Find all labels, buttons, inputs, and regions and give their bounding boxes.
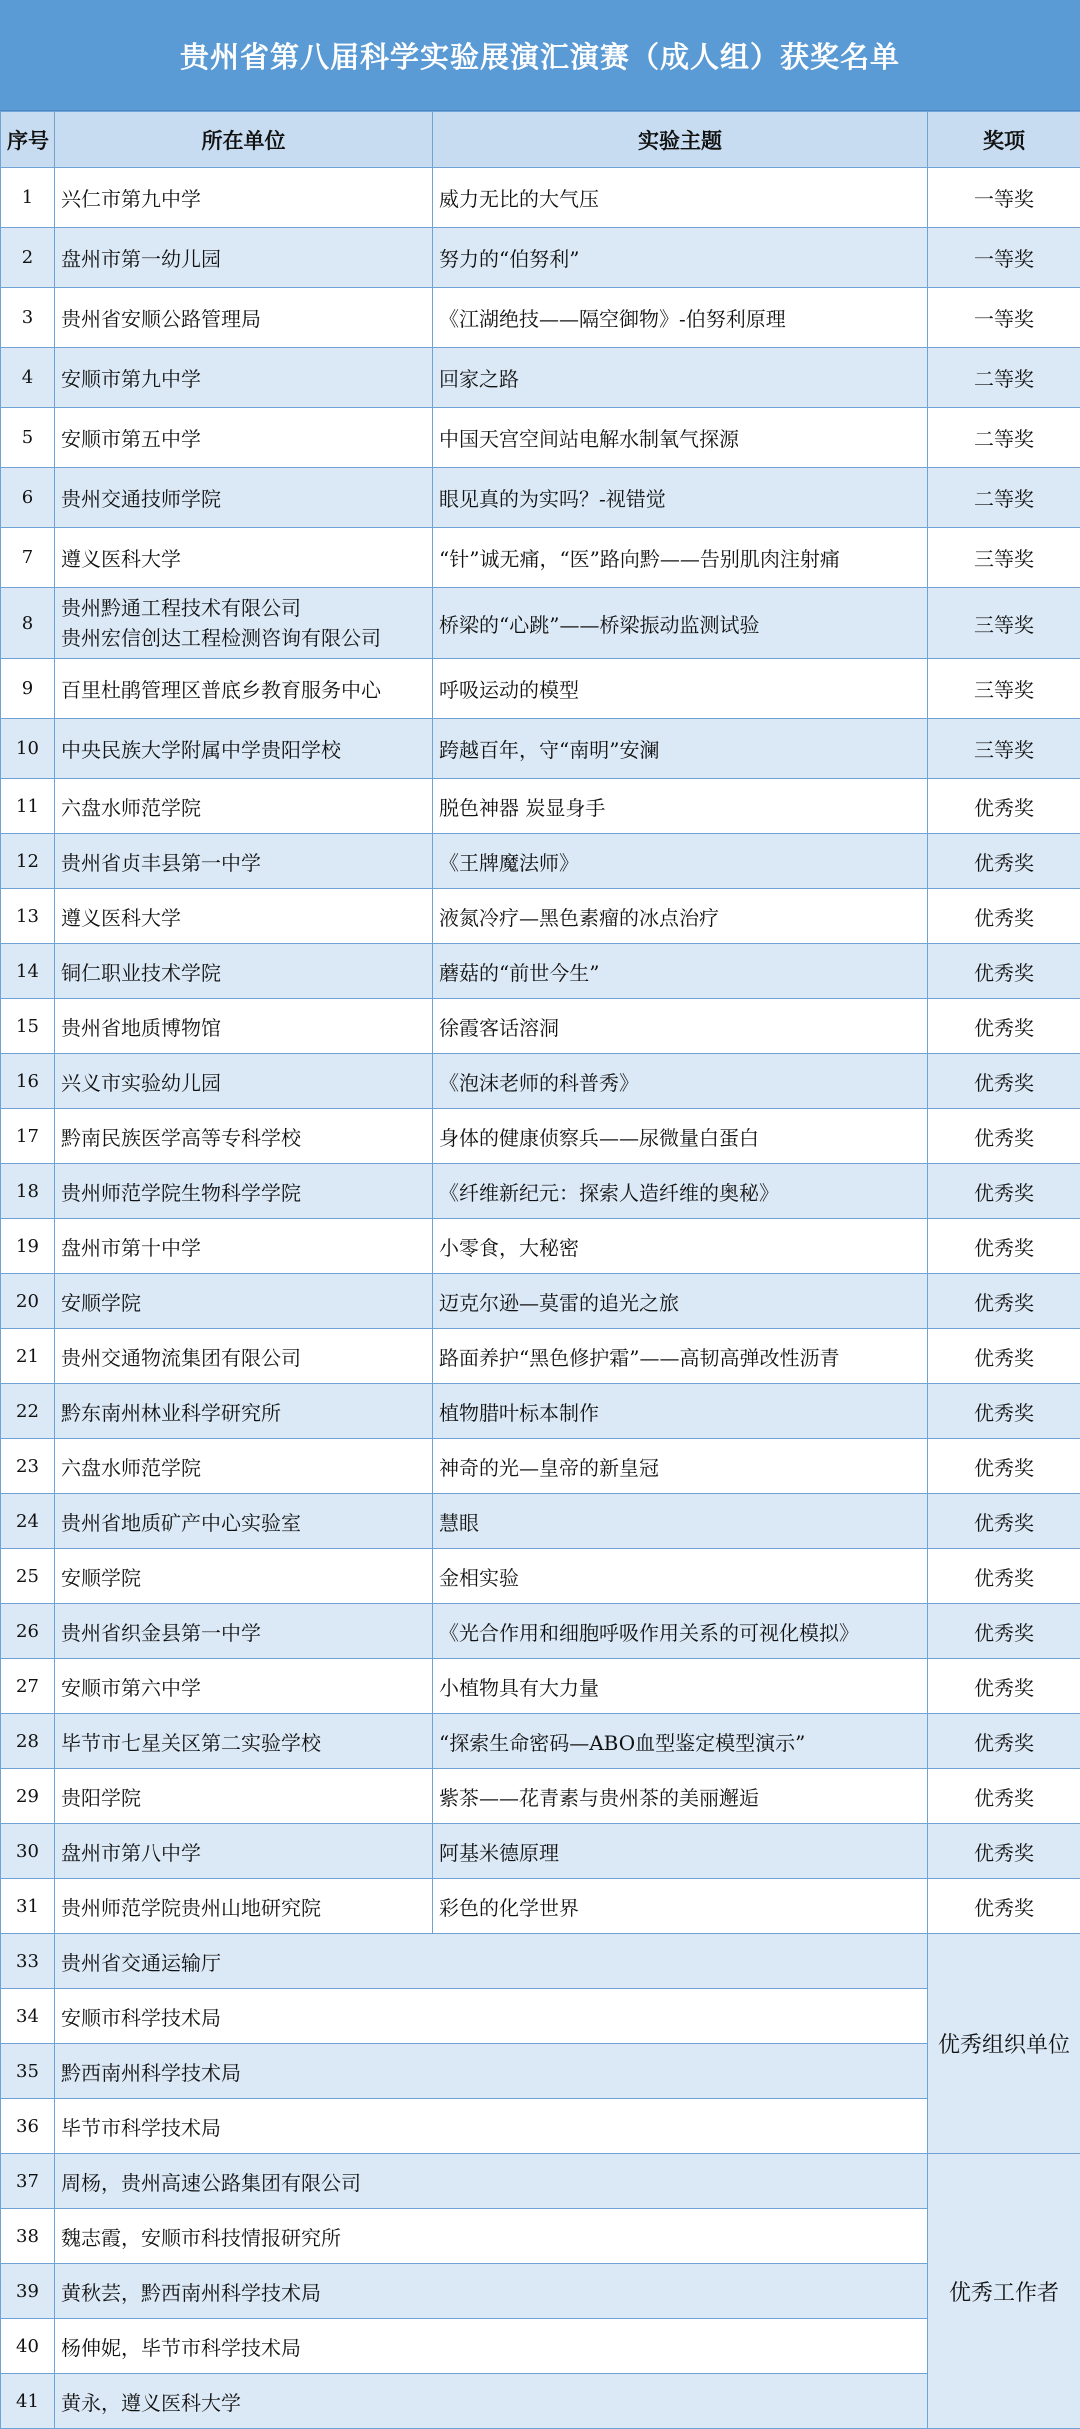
row-award: 优秀奖: [928, 1054, 1080, 1109]
row-no: 10: [1, 719, 55, 779]
row-award: 优秀奖: [928, 944, 1080, 999]
row-no: 15: [1, 999, 55, 1054]
row-no: 6: [1, 468, 55, 528]
row-topic: 桥梁的“心跳”——桥梁振动监测试验: [433, 588, 928, 659]
row-topic: 阿基米德原理: [433, 1824, 928, 1879]
row-name: 黄永，遵义医科大学: [55, 2374, 928, 2429]
row-topic: 路面养护“黑色修护霜”——高韧高弹改性沥青: [433, 1329, 928, 1384]
table-row: [1, 2209, 1080, 2264]
table-row: [1, 1109, 1080, 1164]
row-award: 优秀奖: [928, 999, 1080, 1054]
row-unit: 兴仁市第九中学: [55, 168, 433, 228]
row-award: 优秀奖: [928, 1769, 1080, 1824]
row-unit: 贵阳学院: [55, 1769, 433, 1824]
row-unit: 盘州市第十中学: [55, 1219, 433, 1274]
header-award: 奖项: [928, 112, 1080, 168]
row-no: 12: [1, 834, 55, 889]
row-no: 1: [1, 168, 55, 228]
table-row: [1, 1824, 1080, 1879]
row-unit: 黔东南州林业科学研究所: [55, 1384, 433, 1439]
row-no: 36: [1, 2099, 55, 2154]
table-row: [1, 2264, 1080, 2319]
table-row: [1, 944, 1080, 999]
table-row: [1, 2044, 1080, 2099]
row-award: 优秀奖: [928, 1494, 1080, 1549]
row-topic: 小零食，大秘密: [433, 1219, 928, 1274]
table-row: [1, 1219, 1080, 1274]
row-name: 毕节市科学技术局: [55, 2099, 928, 2154]
row-no: 9: [1, 659, 55, 719]
row-no: 14: [1, 944, 55, 999]
row-name: 魏志霞，安顺市科技情报研究所: [55, 2209, 928, 2264]
row-award: 优秀奖: [928, 1329, 1080, 1384]
row-topic: 脱色神器 炭显身手: [433, 779, 928, 834]
row-no: 17: [1, 1109, 55, 1164]
row-topic: 慧眼: [433, 1494, 928, 1549]
table-row: [1, 1989, 1080, 2044]
row-unit: 贵州师范学院贵州山地研究院: [55, 1879, 433, 1934]
row-award: 一等奖: [928, 288, 1080, 348]
row-topic: 《泡沫老师的科普秀》: [433, 1054, 928, 1109]
row-award: 优秀奖: [928, 1824, 1080, 1879]
row-award: 优秀奖: [928, 1879, 1080, 1934]
row-topic: 中国天宫空间站电解水制氧气探源: [433, 408, 928, 468]
row-unit: 毕节市七星关区第二实验学校: [55, 1714, 433, 1769]
row-unit: 安顺市第九中学: [55, 348, 433, 408]
table-row: [1, 228, 1080, 288]
table-row: [1, 1384, 1080, 1439]
row-unit: 盘州市第八中学: [55, 1824, 433, 1879]
row-no: 28: [1, 1714, 55, 1769]
row-unit: 遵义医科大学: [55, 528, 433, 588]
row-no: 38: [1, 2209, 55, 2264]
row-no: 37: [1, 2154, 55, 2209]
table-row: [1, 1329, 1080, 1384]
row-unit: 安顺市第五中学: [55, 408, 433, 468]
row-no: 40: [1, 2319, 55, 2374]
table-row: [1, 2374, 1080, 2429]
row-no: 26: [1, 1604, 55, 1659]
row-unit: 铜仁职业技术学院: [55, 944, 433, 999]
row-name: 杨伸妮，毕节市科学技术局: [55, 2319, 928, 2374]
row-award: 三等奖: [928, 659, 1080, 719]
row-no: 11: [1, 779, 55, 834]
row-award: 优秀奖: [928, 1714, 1080, 1769]
row-unit: 安顺学院: [55, 1549, 433, 1604]
row-award: 优秀奖: [928, 1439, 1080, 1494]
row-no: 5: [1, 408, 55, 468]
table-row: [1, 1439, 1080, 1494]
row-award: 二等奖: [928, 348, 1080, 408]
row-unit: 遵义医科大学: [55, 889, 433, 944]
row-no: 18: [1, 1164, 55, 1219]
table-row: [1, 588, 1080, 659]
row-no: 4: [1, 348, 55, 408]
table-row: [1, 1879, 1080, 1934]
header-no: 序号: [1, 112, 55, 168]
row-unit: 贵州黔通工程技术有限公司 贵州宏信创达工程检测咨询有限公司: [55, 588, 433, 659]
row-award: 优秀奖: [928, 1109, 1080, 1164]
table-row: [1, 834, 1080, 889]
row-no: 25: [1, 1549, 55, 1604]
row-award: 优秀奖: [928, 1384, 1080, 1439]
header-topic: 实验主题: [433, 112, 928, 168]
table-row: [1, 2154, 1080, 2209]
row-no: 31: [1, 1879, 55, 1934]
row-no: 20: [1, 1274, 55, 1329]
row-unit: 贵州省地质博物馆: [55, 999, 433, 1054]
row-award: 优秀奖: [928, 834, 1080, 889]
table-row: [1, 719, 1080, 779]
row-unit: 贵州交通物流集团有限公司: [55, 1329, 433, 1384]
row-no: 19: [1, 1219, 55, 1274]
row-award: 优秀奖: [928, 1604, 1080, 1659]
table-row: [1, 1659, 1080, 1714]
row-award: 优秀奖: [928, 1219, 1080, 1274]
row-unit: 贵州省织金县第一中学: [55, 1604, 433, 1659]
row-topic: 徐霞客话溶洞: [433, 999, 928, 1054]
row-topic: 威力无比的大气压: [433, 168, 928, 228]
row-unit: 兴义市实验幼儿园: [55, 1054, 433, 1109]
row-unit: 安顺学院: [55, 1274, 433, 1329]
row-no: 39: [1, 2264, 55, 2319]
row-name: 黄秋芸，黔西南州科学技术局: [55, 2264, 928, 2319]
table-row: [1, 288, 1080, 348]
row-no: 3: [1, 288, 55, 348]
row-no: 2: [1, 228, 55, 288]
table-row: [1, 408, 1080, 468]
row-unit: 中央民族大学附属中学贵阳学校: [55, 719, 433, 779]
header-unit: 所在单位: [55, 112, 433, 168]
table-body: [1, 168, 1080, 2429]
row-no: 35: [1, 2044, 55, 2099]
row-topic: 植物腊叶标本制作: [433, 1384, 928, 1439]
row-no: 24: [1, 1494, 55, 1549]
table-row: [1, 1934, 1080, 1989]
row-no: 29: [1, 1769, 55, 1824]
row-unit: 安顺市第六中学: [55, 1659, 433, 1714]
row-unit: 贵州交通技师学院: [55, 468, 433, 528]
row-unit: 贵州省贞丰县第一中学: [55, 834, 433, 889]
row-unit: 六盘水师范学院: [55, 779, 433, 834]
row-topic: 呼吸运动的模型: [433, 659, 928, 719]
table-row: [1, 468, 1080, 528]
page-title: 贵州省第八届科学实验展演汇演赛（成人组）获奖名单: [0, 0, 1080, 111]
row-award: 优秀奖: [928, 779, 1080, 834]
table-row: [1, 2099, 1080, 2154]
row-name: 贵州省交通运输厅: [55, 1934, 928, 1989]
table-row: [1, 1769, 1080, 1824]
row-award: 三等奖: [928, 528, 1080, 588]
table-row: [1, 779, 1080, 834]
row-topic: 身体的健康侦察兵——尿微量白蛋白: [433, 1109, 928, 1164]
table-row: [1, 1164, 1080, 1219]
row-name: 周杨，贵州高速公路集团有限公司: [55, 2154, 928, 2209]
row-topic: 回家之路: [433, 348, 928, 408]
table-row: [1, 1274, 1080, 1329]
table-row: [1, 528, 1080, 588]
row-topic: 蘑菇的“前世今生”: [433, 944, 928, 999]
row-topic: 眼见真的为实吗？-视错觉: [433, 468, 928, 528]
row-no: 8: [1, 588, 55, 659]
table-row: [1, 168, 1080, 228]
row-unit: 六盘水师范学院: [55, 1439, 433, 1494]
row-no: 41: [1, 2374, 55, 2429]
org-award-label: 优秀组织单位: [928, 1934, 1080, 2154]
row-topic: 液氮冷疗—黑色素瘤的冰点治疗: [433, 889, 928, 944]
table-row: [1, 2319, 1080, 2374]
row-no: 22: [1, 1384, 55, 1439]
row-award: 二等奖: [928, 468, 1080, 528]
row-topic: 跨越百年，守“南明”安澜: [433, 719, 928, 779]
row-topic: 《江湖绝技——隔空御物》-伯努利原理: [433, 288, 928, 348]
row-unit: 黔南民族医学高等专科学校: [55, 1109, 433, 1164]
row-no: 34: [1, 1989, 55, 2044]
row-topic: 金相实验: [433, 1549, 928, 1604]
row-award: 三等奖: [928, 588, 1080, 659]
row-name: 安顺市科学技术局: [55, 1989, 928, 2044]
award-table: [0, 111, 1080, 2429]
row-unit: 贵州省地质矿产中心实验室: [55, 1494, 433, 1549]
row-unit: 百里杜鹃管理区普底乡教育服务中心: [55, 659, 433, 719]
row-topic: 努力的“伯努利”: [433, 228, 928, 288]
row-award: 优秀奖: [928, 889, 1080, 944]
row-topic: 紫茶——花青素与贵州茶的美丽邂逅: [433, 1769, 928, 1824]
table-row: [1, 1714, 1080, 1769]
row-no: 23: [1, 1439, 55, 1494]
row-unit: 盘州市第一幼儿园: [55, 228, 433, 288]
row-topic: 迈克尔逊—莫雷的追光之旅: [433, 1274, 928, 1329]
row-topic: “探索生命密码—ABO血型鉴定模型演示”: [433, 1714, 928, 1769]
row-topic: 《纤维新纪元：探索人造纤维的奥秘》: [433, 1164, 928, 1219]
row-topic: 《光合作用和细胞呼吸作用关系的可视化模拟》: [433, 1604, 928, 1659]
row-no: 33: [1, 1934, 55, 1989]
row-no: 27: [1, 1659, 55, 1714]
row-award: 二等奖: [928, 408, 1080, 468]
table-row: [1, 348, 1080, 408]
table-row: [1, 999, 1080, 1054]
row-name: 黔西南州科学技术局: [55, 2044, 928, 2099]
table-row: [1, 1054, 1080, 1109]
row-topic: 彩色的化学世界: [433, 1879, 928, 1934]
table-header-row: [1, 112, 1080, 168]
row-award: 一等奖: [928, 168, 1080, 228]
table-row: [1, 1604, 1080, 1659]
row-award: 三等奖: [928, 719, 1080, 779]
row-no: 30: [1, 1824, 55, 1879]
row-award: 优秀奖: [928, 1549, 1080, 1604]
row-no: 7: [1, 528, 55, 588]
row-no: 13: [1, 889, 55, 944]
row-award: 优秀奖: [928, 1659, 1080, 1714]
row-unit: 贵州师范学院生物科学学院: [55, 1164, 433, 1219]
row-topic: 《王牌魔法师》: [433, 834, 928, 889]
table-row: [1, 889, 1080, 944]
row-topic: 小植物具有大力量: [433, 1659, 928, 1714]
row-topic: 神奇的光—皇帝的新皇冠: [433, 1439, 928, 1494]
row-award: 一等奖: [928, 228, 1080, 288]
row-no: 21: [1, 1329, 55, 1384]
table-row: [1, 1494, 1080, 1549]
row-no: 16: [1, 1054, 55, 1109]
worker-award-label: 优秀工作者: [928, 2154, 1080, 2429]
table-row: [1, 659, 1080, 719]
row-topic: “针”诚无痛，“医”路向黔——告别肌肉注射痛: [433, 528, 928, 588]
row-award: 优秀奖: [928, 1274, 1080, 1329]
row-award: 优秀奖: [928, 1164, 1080, 1219]
table-row: [1, 1549, 1080, 1604]
row-unit: 贵州省安顺公路管理局: [55, 288, 433, 348]
